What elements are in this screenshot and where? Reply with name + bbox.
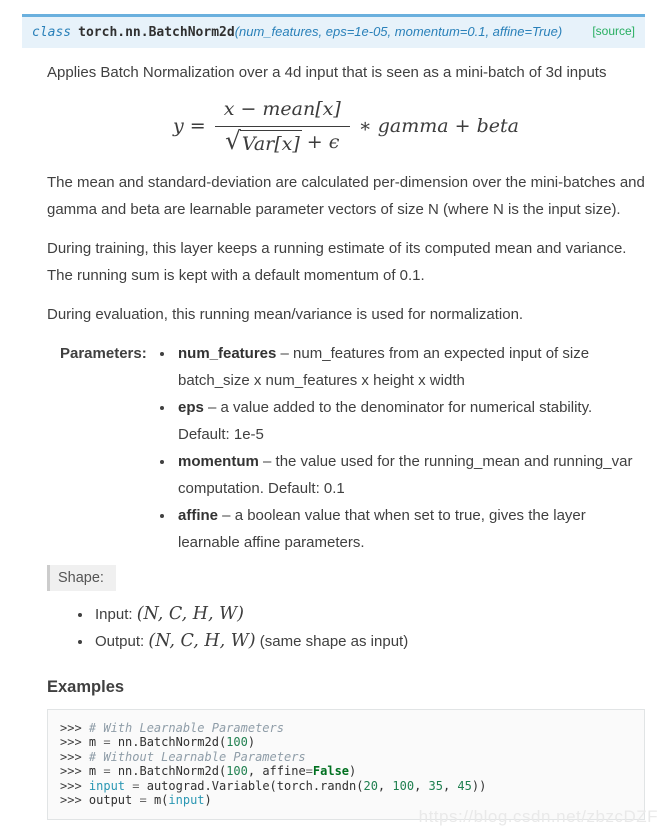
formula-rhs: ∗ gamma + beta <box>358 115 519 138</box>
code-token: input <box>88 778 133 793</box>
formula-sqrt-content: Var[x] <box>240 130 302 157</box>
code-token: 20 <box>363 778 378 793</box>
code-token: input <box>168 793 205 807</box>
code-token: >>> <box>60 778 89 793</box>
code-line <box>60 793 632 808</box>
sqrt-radical-icon: √ <box>225 125 241 155</box>
code-line <box>60 764 632 779</box>
shape-item-suffix: (same shape as input) <box>255 632 409 650</box>
code-token: = <box>103 764 118 778</box>
formula-numerator: x − mean[x] <box>215 98 350 127</box>
code-token: # Without Learnable Parameters <box>88 749 306 764</box>
code-token: 45 <box>457 778 472 793</box>
code-token: m <box>88 764 104 778</box>
parameters-label: Parameters: <box>60 344 147 362</box>
code-token: = <box>132 778 147 793</box>
code-token: nn.BatchNorm2d( <box>117 735 227 749</box>
code-token: >>> <box>60 735 89 749</box>
code-token: nn.BatchNorm2d( <box>117 764 227 778</box>
code-token: >>> <box>60 749 89 764</box>
formula-epsilon-term: + ϵ <box>306 131 340 154</box>
code-token: 100 <box>226 735 248 749</box>
code-token: ) <box>204 793 212 807</box>
code-token: ) <box>349 764 357 778</box>
shape-label: Shape: <box>47 565 116 591</box>
code-token: m( <box>153 793 169 807</box>
shape-item-prefix: Input: <box>95 605 137 623</box>
code-token: output <box>88 793 140 807</box>
code-token: , <box>377 778 393 793</box>
code-token: >>> <box>60 720 89 735</box>
code-token: ) <box>247 735 256 749</box>
parameter-name: eps <box>178 398 204 416</box>
code-block <box>47 709 645 820</box>
formula-fraction <box>215 98 350 157</box>
parameter-description: – a boolean value that when set to true, gives the layer learnable affine parameters. <box>178 506 586 551</box>
parameter-description: – a value added to the denominator for numerical stability. Default: 1e-5 <box>178 398 593 443</box>
code-token: , <box>414 778 429 793</box>
parameter-item <box>175 394 645 448</box>
doc-content <box>47 59 645 820</box>
formula-row <box>173 98 519 157</box>
code-line <box>60 735 632 750</box>
class-signature-params: (num_features, eps=1e-05, momentum=0.1, affine=True) <box>234 24 563 39</box>
code-token: 100 <box>226 764 248 778</box>
code-token: autograd.Variable(torch.randn( <box>146 778 364 793</box>
parameter-item <box>175 448 645 502</box>
parameter-name: affine <box>178 506 219 524</box>
description-paragraph: The mean and standard-deviation are calculated per-dimension over the mini-batches and gamma and beta are learnable parameter vectors of size N (where N is the input size). <box>47 173 645 218</box>
training-paragraph: During training, this layer keeps a running estimate of its computed mean and variance. The running sum is kept with a default momentum of 0.1. <box>47 239 627 284</box>
parameters-field <box>60 340 645 556</box>
code-token: 35 <box>428 778 443 793</box>
parameter-name: num_features <box>178 344 277 362</box>
watermark: https://blog.csdn.net/zbzcDZF <box>418 807 658 826</box>
code-token: >>> <box>60 793 89 807</box>
code-line <box>60 779 632 794</box>
code-token: , <box>442 778 458 793</box>
parameter-item <box>175 502 645 556</box>
code-lines <box>60 721 632 808</box>
parameter-description: – the value used for the running_mean and running_var computation. Default: 0.1 <box>178 452 633 497</box>
shape-item <box>93 628 645 655</box>
parameter-item <box>175 340 645 394</box>
code-token: = <box>103 735 118 749</box>
formula-denominator <box>215 127 350 157</box>
shape-item-math: (N, C, H, W) <box>148 630 256 651</box>
class-keyword: class <box>32 25 72 40</box>
shape-item-prefix: Output: <box>95 632 149 650</box>
class-qualified-name: torch.nn.BatchNorm2d <box>78 25 235 40</box>
code-line <box>60 750 632 765</box>
intro-paragraph: Applies Batch Normalization over a 4d input that is seen as a mini-batch of 3d inputs <box>47 64 607 81</box>
code-token: >>> <box>60 764 89 778</box>
code-token: )) <box>471 778 487 793</box>
shape-list <box>77 601 645 655</box>
source-link[interactable]: [source] <box>592 24 635 38</box>
code-token: False <box>312 764 350 778</box>
code-line <box>60 721 632 736</box>
code-token: m <box>88 735 104 749</box>
evaluation-paragraph: During evaluation, this running mean/variance is used for normalization. <box>47 305 524 323</box>
code-token: , affine <box>247 764 306 778</box>
code-token: = <box>139 793 154 807</box>
shape-item-math: (N, C, H, W) <box>136 603 244 624</box>
batchnorm-formula <box>47 98 645 157</box>
parameter-description: – num_features from an expected input of size batch_size x num_features x height x width <box>178 344 590 389</box>
examples-heading: Examples <box>47 677 125 696</box>
code-token: = <box>305 764 313 778</box>
formula-lhs: y = <box>173 115 206 138</box>
parameter-name: momentum <box>178 452 259 470</box>
parameters-list <box>156 340 645 556</box>
code-token: # With Learnable Parameters <box>88 720 284 735</box>
class-signature-header <box>22 14 645 48</box>
shape-item <box>93 601 645 628</box>
code-token: 100 <box>392 778 415 793</box>
